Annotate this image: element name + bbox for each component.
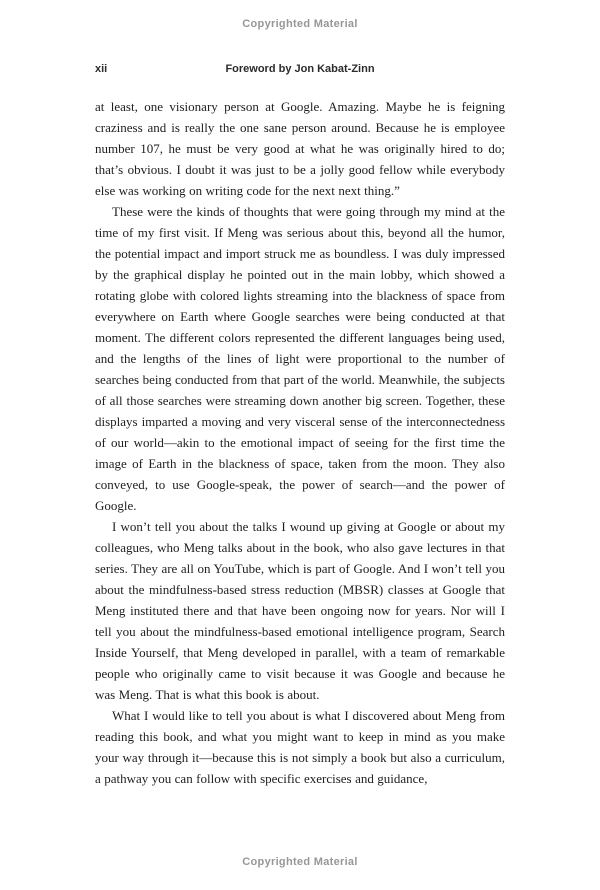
paragraph: These were the kinds of thoughts that were going through my mind at the time of my first visit. If Meng was serious about this, beyond all the humor, the potential impact and import struck me as boundless. I was duly impressed by the graphical display he pointed out in the main lobby, which showed a rotating globe with colored lights streaming into the blackness of space from everywhere on Earth where Google searches were being conducted at that moment. The different colors represented the different languages being used, and the lengths of the lines of light were proportional to the number of searches being conducted from that part of the world. Meanwhile, the subjects of all those searches were streaming down another big screen. Together, these displays imparted a moving and very visceral sense of the interconnectedness of our world—akin to the emotional impact of seeing for the first time the image of Earth in the blackness of space, taken from the moon. They also conveyed, to use Google-speak, the power of search—and the power of Google. [95,204,505,513]
paragraph: at least, one visionary person at Google. Amazing. Maybe he is feigning craziness and is really the one sane person around. Because he is employee number 107, he must be very good at what he was originally hired to do; that’s obvious. I doubt it was just to be a jolly good fellow while everybody else was working on writing code for the next next thing.” [95,99,505,198]
paragraph: I won’t tell you about the talks I wound up giving at Google or about my colleagues, who Meng talks about in the book, who also gave lectures in that series. They are all on YouTube, which is part of Google. And I won’t tell you about the mindfulness-based stress reduction (MBSR) classes at Google that Meng instituted there and that have been ongoing now for years. Nor will I tell you about the mindfulness-based emotional intelligence program, Search Inside Yourself, that Meng developed in parallel, with a team of remarkable people who originally came to visit because it was Google and because he was Meng. That is what this book is about. [95,519,505,702]
running-header [95,63,505,79]
page-number: xii [95,63,108,75]
copyright-notice-top: Copyrighted Material [242,18,358,30]
body-text [95,96,505,789]
running-header-title: Foreword by Jon Kabat-Zinn [225,63,375,75]
copyright-notice-bottom: Copyrighted Material [242,856,358,868]
paragraph: What I would like to tell you about is what I discovered about Meng from reading this book, and what you might want to keep in mind as you make your way through it—because this is not simply a book but also a curriculum, a pathway you can follow with specific exercises and guidance, [95,708,505,786]
